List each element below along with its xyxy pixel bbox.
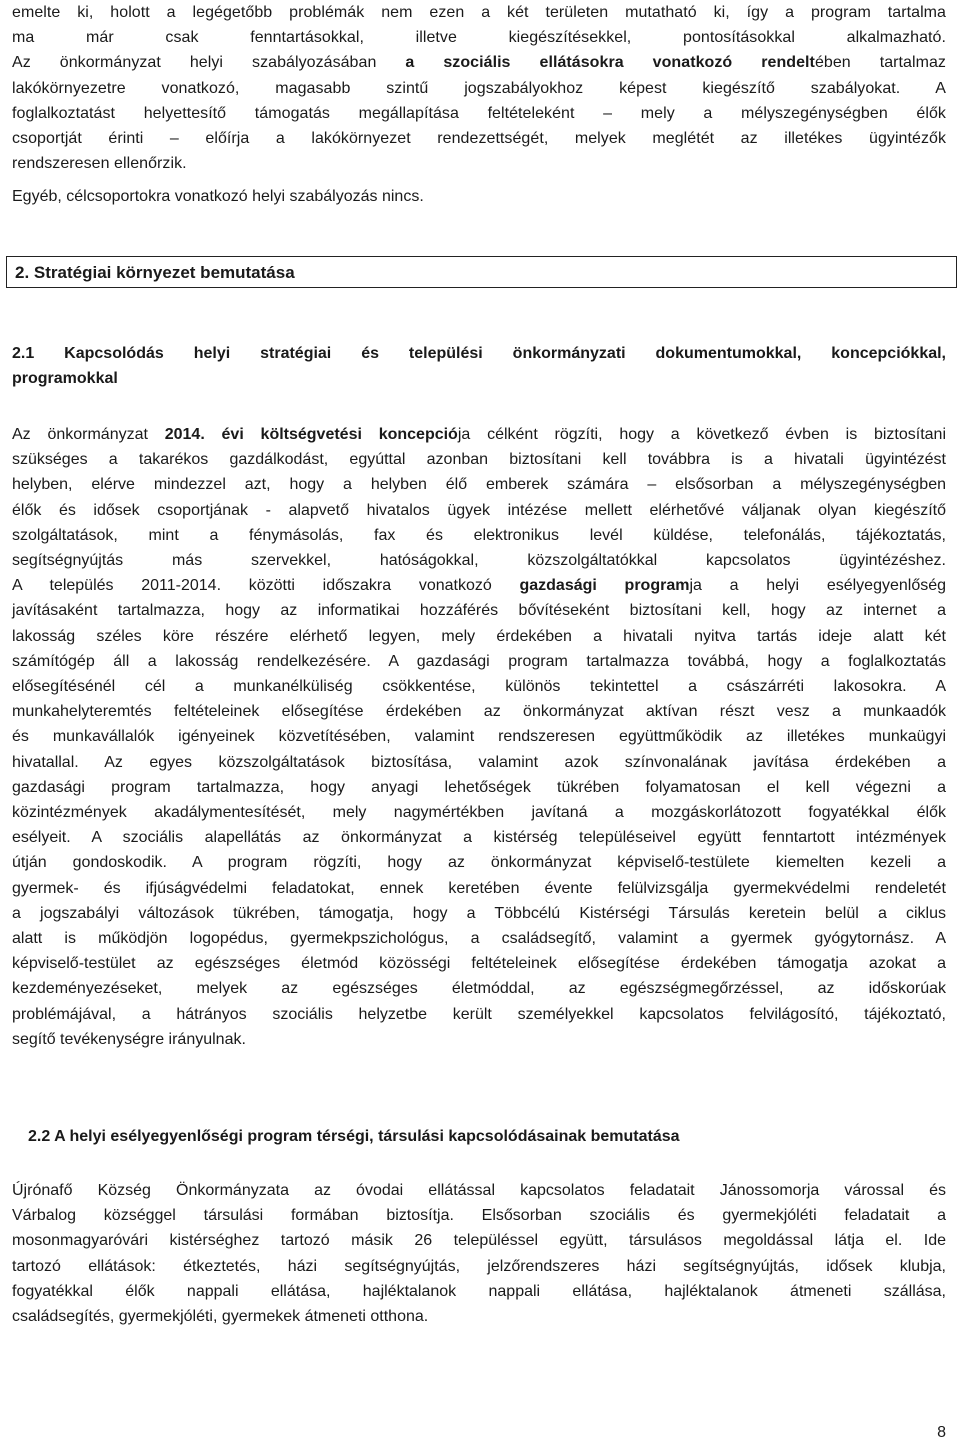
text-line: elősegítésénél cél a munkanélküliség csökkentése, különös tekintettel a császárréti lakosokra. A	[12, 678, 946, 696]
text-line: tartozó ellátások: étkeztetés, házi segítségnyújtás, jelzőrendszeres házi segítségnyújtás, idősek klubja,	[12, 1257, 946, 1275]
text-line: közintézmények akadálymentesítését, mely nagymértékben javítaná a mozgáskorlátozott fogyatékkal élők	[12, 804, 946, 822]
text-line: hivatallal. Az egyes közszolgáltatások biztosítása, valamint azok színvonalának javítása érdekében a	[12, 753, 946, 771]
text-line: 2.1 Kapcsolódás helyi stratégiai és települési önkormányzati dokumentumokkal, koncepciókkal,	[12, 345, 946, 362]
text-line: Újrónafő Község Önkormányzata az óvodai ellátással kapcsolatos feladatait Jánossomorja várossal és	[12, 1182, 946, 1199]
text-line: lakókörnyezetre vonatkozó, magasabb szintű jogszabályokhoz képest kiegészítő szabályokat. A	[12, 79, 946, 97]
text-line: szolgáltatások, mint a fénymásolás, fax és elektronikus levél küldése, telefonálás, tájékoztatás,	[12, 526, 946, 544]
text-line: segítő tevékenységre irányulnak.	[12, 1030, 246, 1048]
association-paragraph	[12, 1178, 946, 1329]
text-line: a jogszabályi változások tükrében, támogatja, hogy a Többcélú Kistérségi Társulás keretein belül a ciklus	[12, 904, 946, 922]
text-line: Várbalog községgel társulási formában biztosítja. Elsősorban szociális és gyermekjóléti feladatait a	[12, 1207, 946, 1225]
text-line: problémájával, a hátrányos szociális helyzetbe került személyekkel kapcsolatos felvilágosító, tájékoztató,	[12, 1005, 946, 1023]
subsection-2-2-title: 2.2 A helyi esélyegyenlőségi program térségi, társulási kapcsolódásainak bemutatása	[28, 1128, 680, 1145]
text-line: Az önkormányzat 2014. évi költségvetési koncepciója célként rögzíti, hogy a következő évben is biztosítani	[12, 426, 947, 443]
text-line: Az önkormányzat helyi szabályozásában a szociális ellátásokra vonatkozó rendeltében tartalmaz	[12, 54, 946, 72]
text-line: foglalkoztatást helyettesítő támogatás megállapítása feltételeként – mely a mélyszegénységben élők	[12, 104, 946, 122]
section-title: 2. Stratégiai környezet bemutatása	[15, 263, 295, 282]
text-line: A település 2011-2014. közötti időszakra vonatkozó gazdasági programja a helyi esélyegyenlőség	[12, 577, 947, 595]
text-line: esélyeit. A szociális alapellátás az önkormányzat a kistérség településeivel együtt fenntartott intézmények	[12, 829, 946, 847]
text-line: képviselő-testület az egészséges életmód közösségi feltételeinek elősegítése érdekében támogatja azokat a	[12, 955, 946, 973]
text-line: számítógép áll a lakosság rendelkezésére. A gazdasági program tartalmazza továbbá, hogy a foglalkoztatás	[12, 652, 946, 670]
text-line: rendszeresen ellenőrzik.	[12, 155, 187, 173]
text-line: javításaként tartalmazza, hogy az informatikai hozzáférés bővítéseként biztosítani kell, hogy az internet a	[12, 602, 946, 620]
text-line: emelte ki, holott a legégetőbb problémák nem ezen a két területen mutatható ki, így a program tartalma	[12, 4, 946, 21]
section-heading-box	[6, 256, 957, 288]
text-line: szükséges a takarékos gazdálkodást, egyúttal azonban biztosítani kell továbbra is a hivatali ügyintézést	[12, 451, 946, 469]
text-line: gazdasági program tartalmazza, hogy anyagi lehetőségek tükrében folyamatosan el kell végezni a	[12, 778, 946, 796]
text-line: mosonmagyaróvári kistérséghez tartozó másik 26 településsel együtt, társulásos megoldással látja el. Ide	[12, 1232, 946, 1250]
text-line: helyben, elérve mindezzel azt, hogy a helyben élő emberek számára – elsősorban a mélyszegénységben	[12, 476, 946, 494]
text-line: kezdeményezéseket, melyek az egészséges életmóddal, az egészségmegőrzéssel, az időskorúak	[12, 980, 946, 998]
text-line: ma már csak fenntartásokkal, illetve kiegészítésekkel, pontosításokkal alkalmazható.	[12, 29, 946, 47]
text-line: programokkal	[12, 370, 118, 387]
text-line: és munkavállalók igényeinek közvetítésében, valamint rendszeresen együttműködik az illetékes munkaügyi	[12, 728, 946, 746]
text-line: csoportját érinti – előírja a lakókörnyezet rendezettségét, melyek meglétét az illetékes ügyintézők	[12, 130, 946, 148]
text-line: lakosság széles köre részére elérhető legyen, mely érdekében a hivatali nyitva tartás ideje alatt két	[12, 627, 946, 645]
text-line: alatt is működjön logopédus, gyermekpszichológus, a családsegítő, valamint a gyermek gyógytornász. A	[12, 930, 946, 948]
page-number: 8	[937, 1424, 946, 1441]
text-line: útján gondoskodik. A program rögzíti, hogy az önkormányzat képviselő-testülete kiemelten kezeli a	[12, 854, 946, 872]
text-line: segítségnyújtás más szervekkel, hatóságokkal, közszolgáltatókkal kapcsolatos ügyintézéshez.	[12, 552, 946, 570]
strategy-paragraph	[12, 422, 946, 1052]
other-regulation-note: Egyéb, célcsoportokra vonatkozó helyi szabályozás nincs.	[12, 188, 424, 205]
text-line: gyermek- és ifjúságvédelmi feladatokat, ennek keretében évente felülvizsgálja gyermekvédelmi rendeletét	[12, 879, 946, 897]
text-line: élők és idősek csoportjának - alapvető hivatalos ügyek intézése mellett elérhetővé váljanak olyan kiegészítő	[12, 501, 946, 519]
intro-paragraph	[12, 0, 946, 176]
text-line: munkahelyteremtés feltételeinek elősegítése érdekében az önkormányzat aktívan részt vesz a munkaadók	[12, 703, 946, 721]
subsection-2-1-title	[12, 341, 946, 391]
text-line: fogyatékkal élők nappali ellátása, hajléktalanok nappali ellátása, hajléktalanok átmeneti szállása,	[12, 1282, 946, 1300]
text-line: családsegítés, gyermekjóléti, gyermekek átmeneti otthona.	[12, 1308, 429, 1326]
